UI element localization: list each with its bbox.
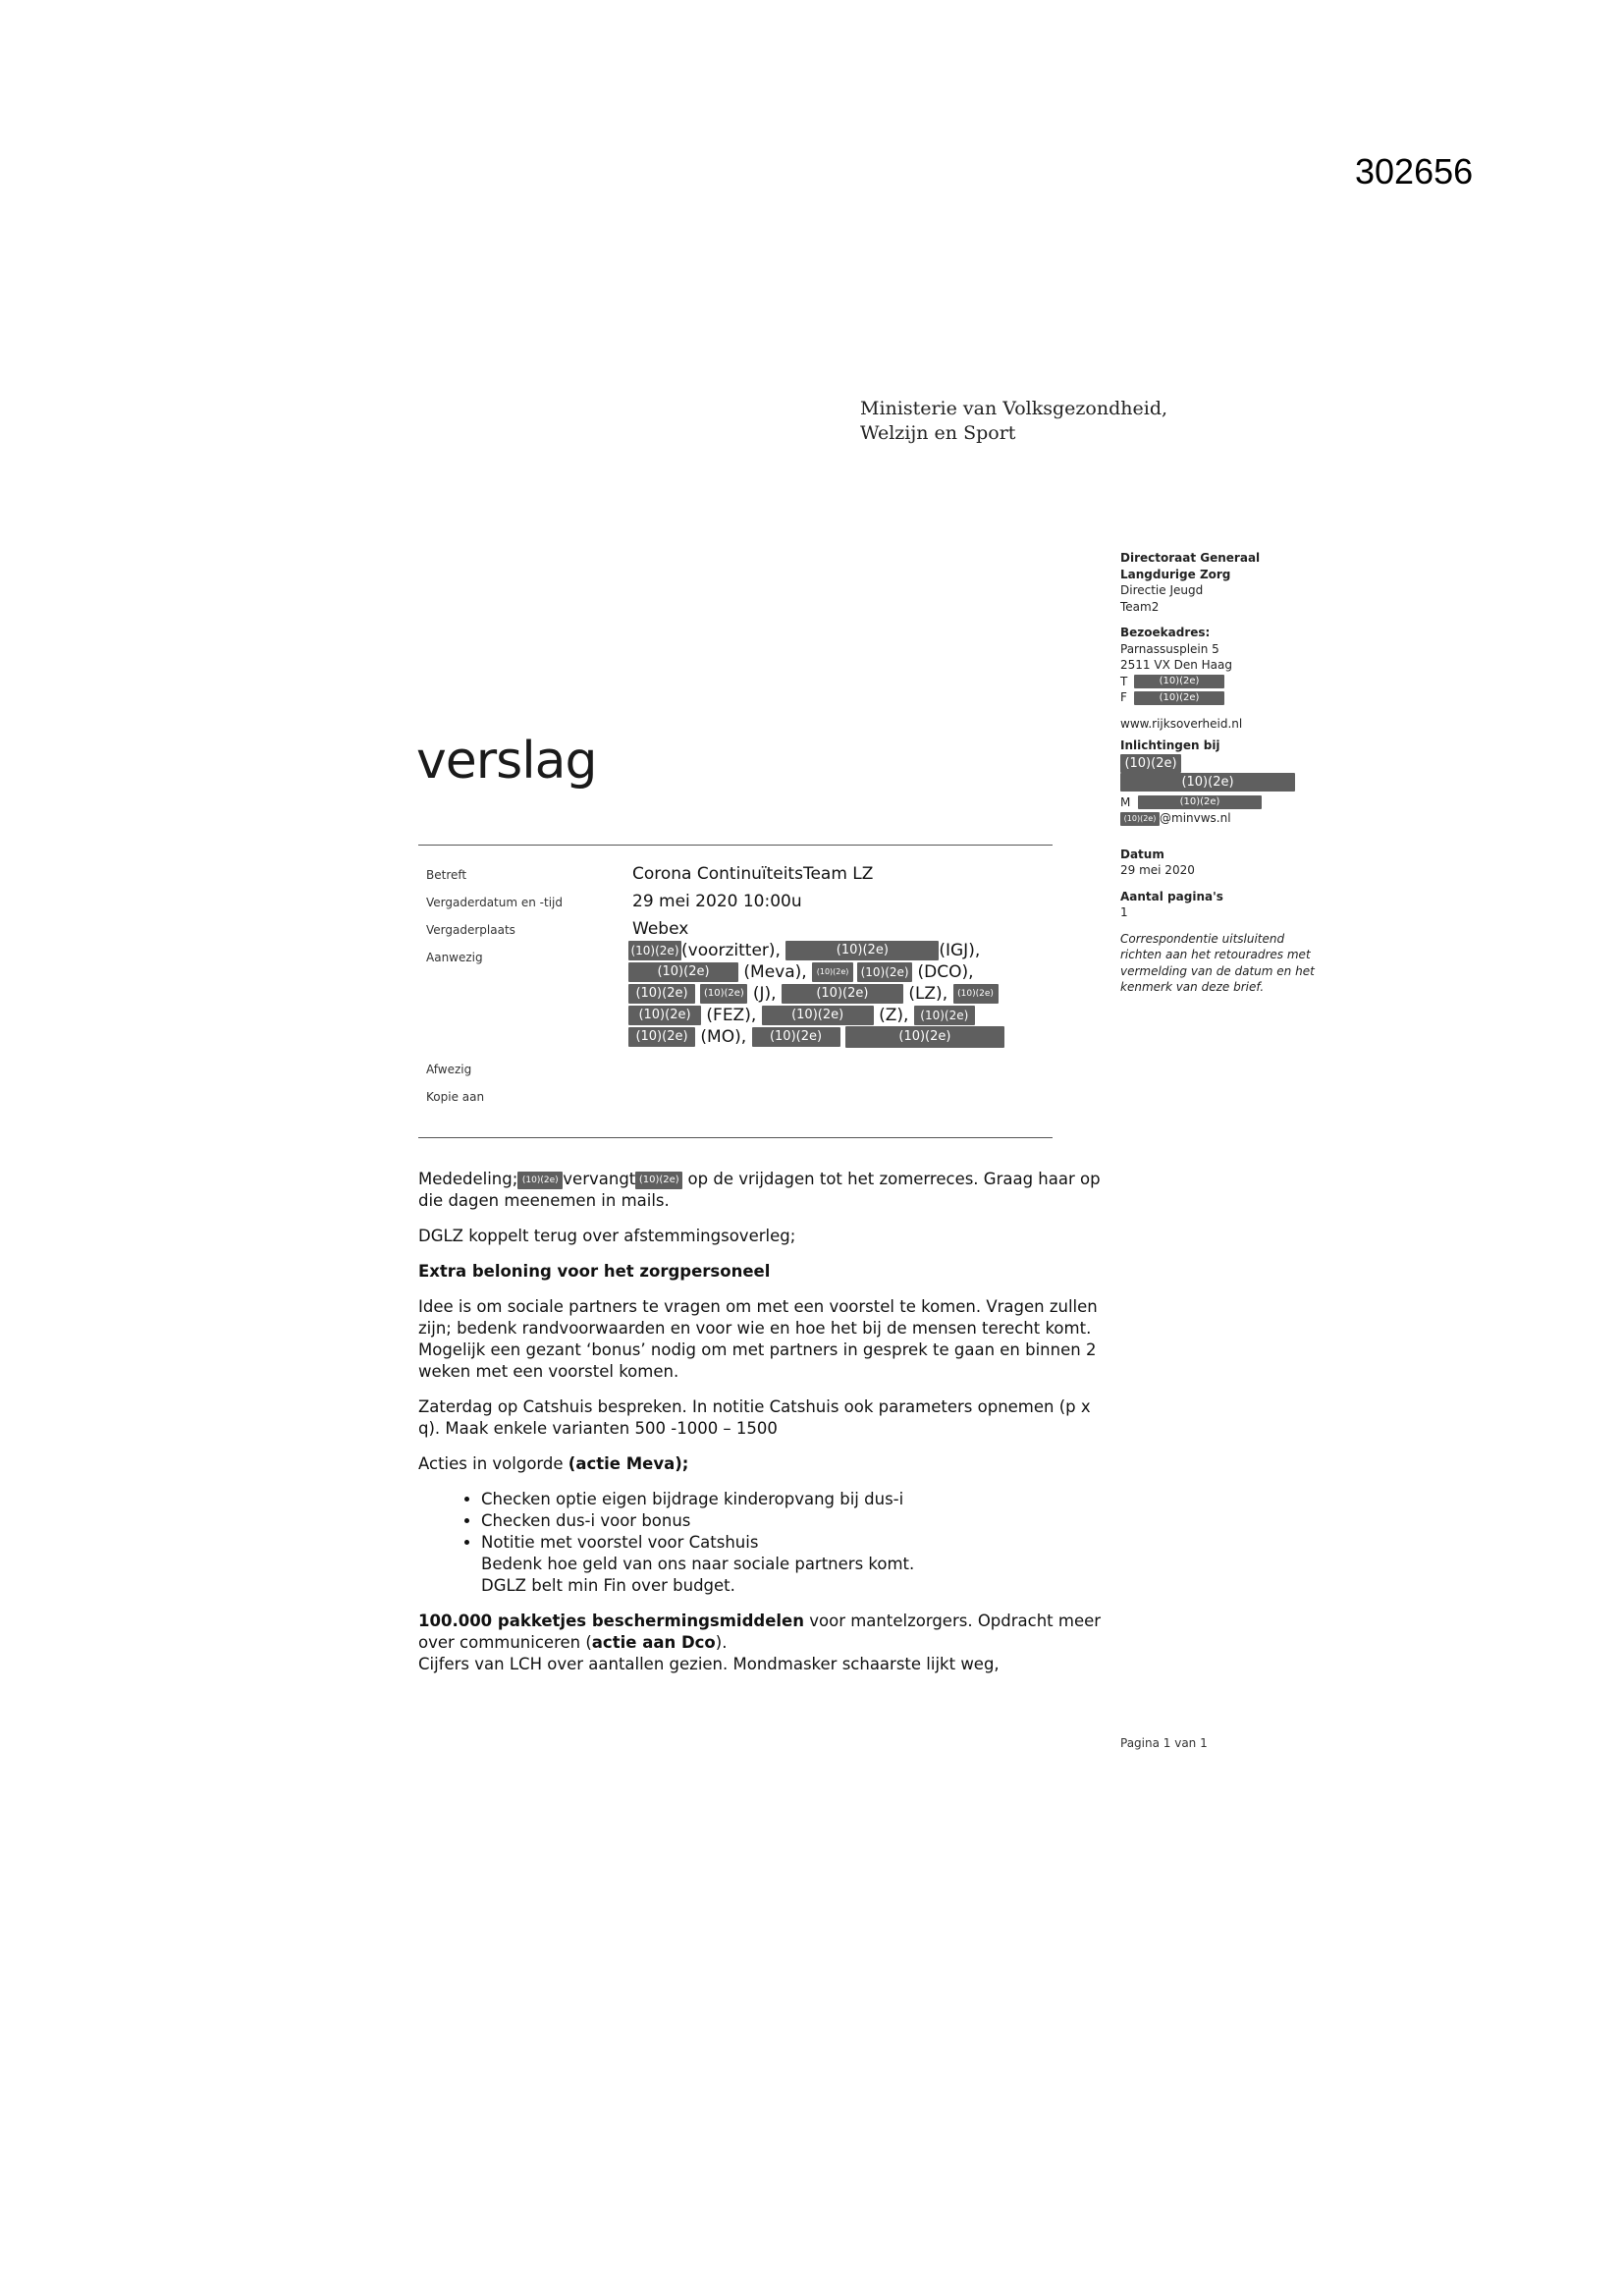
attendee-role: (IGJ), [939, 941, 981, 960]
redaction-box: (10)(2e) [628, 941, 681, 960]
sidebar-inlichtingen-label: Inlichtingen bij [1120, 738, 1220, 752]
attendee-line [628, 940, 1041, 961]
redaction-box: (10)(2e) [628, 1006, 701, 1025]
list-item [481, 1532, 1115, 1597]
ministry-line-2: Welzijn en Sport [860, 422, 1016, 444]
sidebar-bezoekadres-label: Bezoekadres: [1120, 626, 1211, 639]
attendee-line [628, 1005, 1041, 1026]
divider-top [418, 845, 1053, 846]
attendee-role: (MO), [700, 1027, 747, 1047]
attendee-role: (Meva), [743, 962, 807, 982]
redaction-box: (10)(2e) [857, 962, 912, 982]
attendee-role: (Z), [879, 1006, 909, 1025]
sidebar-phone-row [1120, 674, 1336, 690]
list-item: • Checken dus-i voor bonus [481, 1510, 1115, 1532]
text: 100.000 pakketjes beschermingsmiddelen [418, 1612, 804, 1630]
text: op de vrijdagen tot het zomerreces. Graag haar op die dagen meenemen in mails. [418, 1170, 1101, 1210]
attendee-role: (DCO), [917, 962, 974, 982]
redaction-box: (10)(2e) [1120, 812, 1160, 826]
redaction-box: (10)(2e) [914, 1006, 975, 1025]
sidebar-email-row [1120, 810, 1336, 827]
meeting-notes [418, 1169, 1115, 1675]
redaction-box: (10)(2e) [628, 984, 695, 1004]
redaction-box: (10)(2e) [782, 984, 903, 1004]
sidebar-dg-line-1: Directoraat Generaal [1120, 551, 1261, 565]
sidebar-f-label: F [1120, 690, 1127, 704]
redaction-box: (10)(2e) [517, 1172, 563, 1189]
paragraph [418, 1169, 1115, 1212]
text: voor mantelzorgers. Opdracht meer over communiceren ( [418, 1612, 1102, 1652]
document-title: verslag [416, 732, 597, 791]
redaction-box: (10)(2e) [845, 1026, 1004, 1048]
sidebar-datum-value: 29 mei 2020 [1120, 863, 1195, 877]
redaction-box: (10)(2e) [785, 941, 939, 960]
redaction-box: (10)(2e) [628, 1027, 695, 1047]
redaction-box: (10)(2e) [762, 1006, 874, 1025]
redaction-box: (10)(2e) [700, 984, 747, 1004]
meta-aanwezig-label: Aanwezig [426, 951, 483, 964]
sidebar-city: 2511 VX Den Haag [1120, 658, 1232, 672]
section-heading: Extra beloning voor het zorgpersoneel [418, 1262, 771, 1281]
ministry-line-1: Ministerie van Volksgezondheid, [860, 398, 1168, 419]
sidebar-paginas-value: 1 [1120, 905, 1128, 919]
sidebar-paginas-label: Aantal pagina's [1120, 889, 1223, 903]
paragraph: Zaterdag op Catshuis bespreken. In notitie Catshuis ook parameters opnemen (p x q). Maak enkele varianten 500 -1000 – 1500 [418, 1397, 1091, 1438]
attendee-line [628, 1026, 1041, 1048]
attendee-list [628, 940, 1041, 1048]
redaction-box: (10)(2e) [752, 1027, 840, 1047]
divider-bottom [418, 1137, 1053, 1138]
redaction-box: (10)(2e) [635, 1172, 682, 1189]
text: vervangt [563, 1170, 636, 1188]
ministry-logo-text [860, 397, 1167, 446]
paragraph [418, 1453, 1115, 1475]
meta-plaats-label: Vergaderplaats [426, 923, 515, 937]
redaction-box: (10)(2e) [1134, 691, 1224, 705]
sidebar-t-label: T [1120, 674, 1128, 688]
meta-betreft-value: Corona ContinuïteitsTeam LZ [632, 864, 874, 884]
attendee-line [628, 983, 1041, 1005]
meta-afwezig-label: Afwezig [426, 1063, 472, 1076]
redaction-box: (10)(2e) [953, 984, 999, 1004]
meta-kopie-label: Kopie aan [426, 1090, 485, 1104]
text: • Notitie met voorstel voor Catshuis [481, 1533, 759, 1552]
attendee-role: (J), [752, 984, 777, 1004]
paragraph: Idee is om sociale partners te vragen om met een voorstel te komen. Vragen zullen zijn; bedenk randvoorwaarden en voor wie en hoe het bij de mensen terecht komt. Mogelijk een gezant ‘bonus’ nodig om met partners in gesprek te gaan en binnen 2 weken met een voorstel komen. [418, 1297, 1098, 1381]
redaction-box: (10)(2e) [812, 962, 853, 982]
text: Mededeling; [418, 1170, 518, 1188]
sidebar-mobile-row [1120, 794, 1336, 811]
sidebar-datum-label: Datum [1120, 847, 1164, 861]
sidebar-street: Parnassusplein 5 [1120, 641, 1219, 656]
text: actie aan Dco [591, 1633, 716, 1652]
sidebar-team: Team2 [1120, 599, 1160, 614]
redaction-box: (10)(2e) [1120, 773, 1295, 792]
redaction-box: (10)(2e) [628, 962, 738, 982]
text: DGLZ belt min Fin over budget. [481, 1576, 735, 1595]
paragraph [418, 1611, 1115, 1654]
paragraph: DGLZ koppelt terug over afstemmingsoverleg; [418, 1227, 796, 1245]
attendee-role: (voorzitter), [681, 941, 781, 960]
sidebar-directie: Directie Jeugd [1120, 583, 1204, 597]
text: Bedenk hoe geld van ons naar sociale partners komt. [481, 1555, 915, 1573]
sidebar-fax-row [1120, 689, 1336, 706]
redaction-box: (10)(2e) [1120, 754, 1181, 773]
paragraph: Cijfers van LCH over aantallen gezien. Mondmasker schaarste lijkt weg, [418, 1655, 1000, 1673]
sidebar-email-domain: @minvws.nl [1160, 811, 1231, 825]
text: ). [715, 1633, 728, 1652]
redaction-box: (10)(2e) [1134, 675, 1224, 688]
meta-datum-value: 29 mei 2020 10:00u [632, 892, 802, 911]
attendee-line [628, 961, 1041, 983]
page-footer: Pagina 1 van 1 [1120, 1736, 1208, 1750]
attendee-role: (FEZ), [706, 1006, 757, 1025]
attendee-role: (LZ), [908, 984, 948, 1004]
sidebar-dg-line-2: Langdurige Zorg [1120, 567, 1231, 581]
sender-sidebar [1120, 550, 1336, 996]
list-item: • Checken optie eigen bijdrage kinderopvang bij dus-i [481, 1489, 1115, 1510]
redaction-box: (10)(2e) [1138, 795, 1262, 809]
sidebar-website: www.rijksoverheid.nl [1120, 716, 1243, 731]
sidebar-m-label: M [1120, 794, 1131, 809]
action-list [418, 1489, 1115, 1597]
text: (actie Meva); [568, 1454, 689, 1473]
sidebar-correspondence-note: Correspondentie uitsluitend richten aan het retouradres met vermelding van de datum en het kenmerk van deze brief. [1120, 931, 1315, 994]
meta-betreft-label: Betreft [426, 868, 467, 882]
meta-datum-label: Vergaderdatum en -tijd [426, 896, 563, 909]
document-number: 302656 [1355, 151, 1474, 191]
text: Acties in volgorde [418, 1454, 568, 1473]
meta-plaats-value: Webex [632, 919, 689, 939]
